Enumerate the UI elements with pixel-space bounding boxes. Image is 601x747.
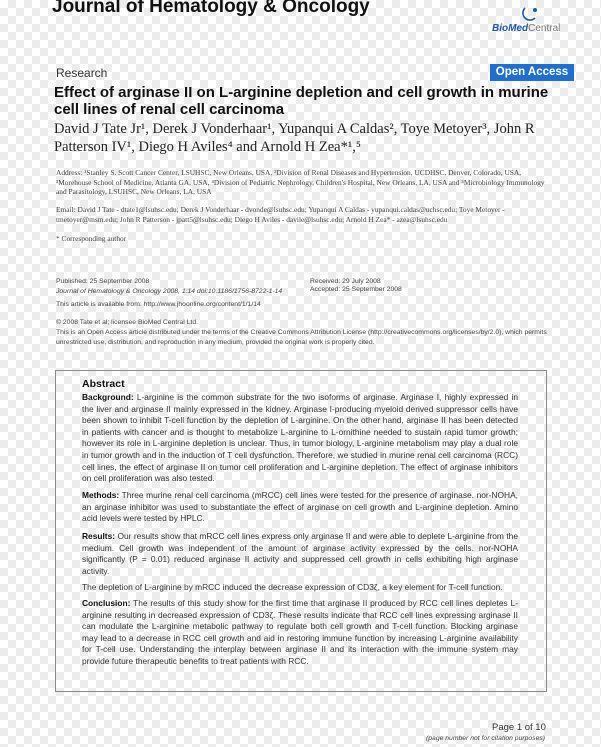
- background-text: L-arginine is the common substrate for the two isoforms of arginase. Arginase I, highly expressed in the liver and arginase II mainly expressed in the kidney. Arginase I-producing myeloid derived suppressor cells have been shown to inhibit T-cell function by the depletion of L-arginine. On the other hand, arginase II has been detected in patients with cancer and is thought to metabolize L-arginine to L-ornithine needed to sustain rapid tumor growth; however its role in L-arginine depletion is unclear. Thus, in tumor biology, L-arginine metabolism may play a dual role in tumor growth and in the induction of T cell dysfunction. Therefore, we studied in murine renal cell carcinoma (RCC) cell lines, the effect of arginase II on tumor cell proliferation and L-arginine depletion. The effect of arginase inhibitors on cell proliferation was also tested.: [82, 392, 518, 484]
- biomed-logo-mark-icon: [522, 6, 538, 22]
- conclusion-label: Conclusion:: [82, 598, 131, 608]
- conclusion-text: The results of this study show for the first time that arginase II produced by RCC cell lines depletes L-arginine resulting in decreased expression of CD3ζ. These results indicate that RCC cell lines expressing arginase II can modulate the L-arginine metabolic pathway to regulate both cell growth and T-cell function. Blocking arginase may lead to a decrease in RCC cell growth and aid in restoring immune function by increasing L-arginine availability for T-cell use. Understanding the interplay between arginase II and its interaction with the immune system may provide future therapeutic benefits to treat patients with RCC.: [82, 598, 518, 666]
- page-number-note: (page number not for citation purposes): [426, 735, 546, 742]
- publication-info: [56, 277, 316, 311]
- abstract-methods: [82, 490, 518, 525]
- biomed-logo-text: [492, 23, 560, 34]
- open-access-badge: Open Access: [490, 64, 574, 81]
- abstract-background: [82, 392, 518, 485]
- license-text: This is an Open Access article distributed under the terms of the Creative Commons Attribution License (http://creativecommons.org/licenses/by/2.0), which permits unrestricted use, distribution, and reproduction in any medium, provided the original work is properly cited.: [56, 329, 547, 347]
- received-date: Received: 29 July 2008: [310, 278, 381, 285]
- copyright-block: [56, 318, 556, 349]
- corresponding-author-note: * Corresponding author: [56, 234, 127, 243]
- published-date: Published: 25 September 2008: [56, 278, 150, 285]
- article-section-label: Research: [56, 66, 108, 80]
- results-label: Results:: [82, 531, 116, 541]
- journal-title: Journal of Hematology & Oncology: [52, 0, 370, 17]
- abstract-depletion: The depletion of L-arginine by mRCC induced the decrease expression of CD3ζ, a key element for T-cell function.: [82, 582, 503, 592]
- author-addresses: Address: ¹Stanley S. Scott Cancer Center, LSUHSC, New Orleans, USA, ²Division of Renal Diseases and Hypertension, UCDHSC, Denver, Colorado, USA, ³Morehouse School of Medicine, Atlanta GA, USA, ⁴Division of Pediatric Nephrology, Children's Hospital, New Orleans, LA, USA and ⁵Microbiology Immunology and Parasitology, LSUHSC, New Orleans, LA, USA: [56, 168, 545, 197]
- received-accepted-info: [310, 277, 470, 295]
- logo-text-light: Central: [528, 23, 561, 34]
- citation: Journal of Hematology & Oncology 2008, 1:14 doi:10.1186/1756-8722-1-14: [56, 288, 283, 296]
- author-list: David J Tate Jr¹, Derek J Vonderhaar¹, Yupanqui A Caldas², Toye Metoyer³, John R Patterson IV¹, Diego H Aviles⁴ and Arnold H Zea*¹,⁵: [54, 121, 535, 155]
- background-label: Background:: [82, 392, 134, 402]
- abstract-heading: Abstract: [82, 378, 125, 390]
- available-from: This article is available from: http://www.jhoonline.org/content/1/1/14: [56, 301, 261, 309]
- abstract-results: [82, 531, 518, 577]
- copyright-line: © 2008 Tate et al; licensee BioMed Central Ltd.: [56, 319, 199, 326]
- author-emails: Email: David J Tate - dtate1@lsuhsc.edu; Derek J Vonderhaar - dvonde@lsuhsc.edu; Yupanqui A Caldas - yupanqui.caldas@uchsc.edu; Toye Metoyer - tmetoyer@msm.edu; John R Patterson - jpatt5@lsuhsc.edu; Diego H Aviles - davile@lsuhsc.edu; Arnold H Zea* - azea@lsuhsc.edu: [56, 205, 505, 224]
- page-number: Page 1 of 10: [492, 722, 546, 733]
- methods-label: Methods:: [82, 490, 120, 500]
- article-title: Effect of arginase II on L-arginine depletion and cell growth in murine cell lines of renal cell carcinoma: [54, 84, 549, 118]
- results-text: Our results show that mRCC cell lines express only arginase II and were able to deplete L-arginine from the medium. Cell growth was independent of the amount of arginase activity expressed by the cells. nor-NOHA significantly (P = 0.01) reduced arginase II activity and suppressed cell growth in cells exhibiting high arginase activity.: [82, 531, 518, 576]
- accepted-date: Accepted: 25 September 2008: [310, 286, 402, 294]
- logo-text-bold: BioMed: [492, 23, 529, 34]
- abstract-conclusion: [82, 598, 518, 668]
- biomed-central-logo: [492, 8, 574, 36]
- methods-text: Three murine renal cell carcinoma (mRCC) cell lines were tested for the presence of arginase. nor-NOHA, an arginase inhibitor was used to substantiate the effect of arginase on cell growth and L-arginine depletion. Amino acid levels were tested by HPLC.: [82, 490, 518, 524]
